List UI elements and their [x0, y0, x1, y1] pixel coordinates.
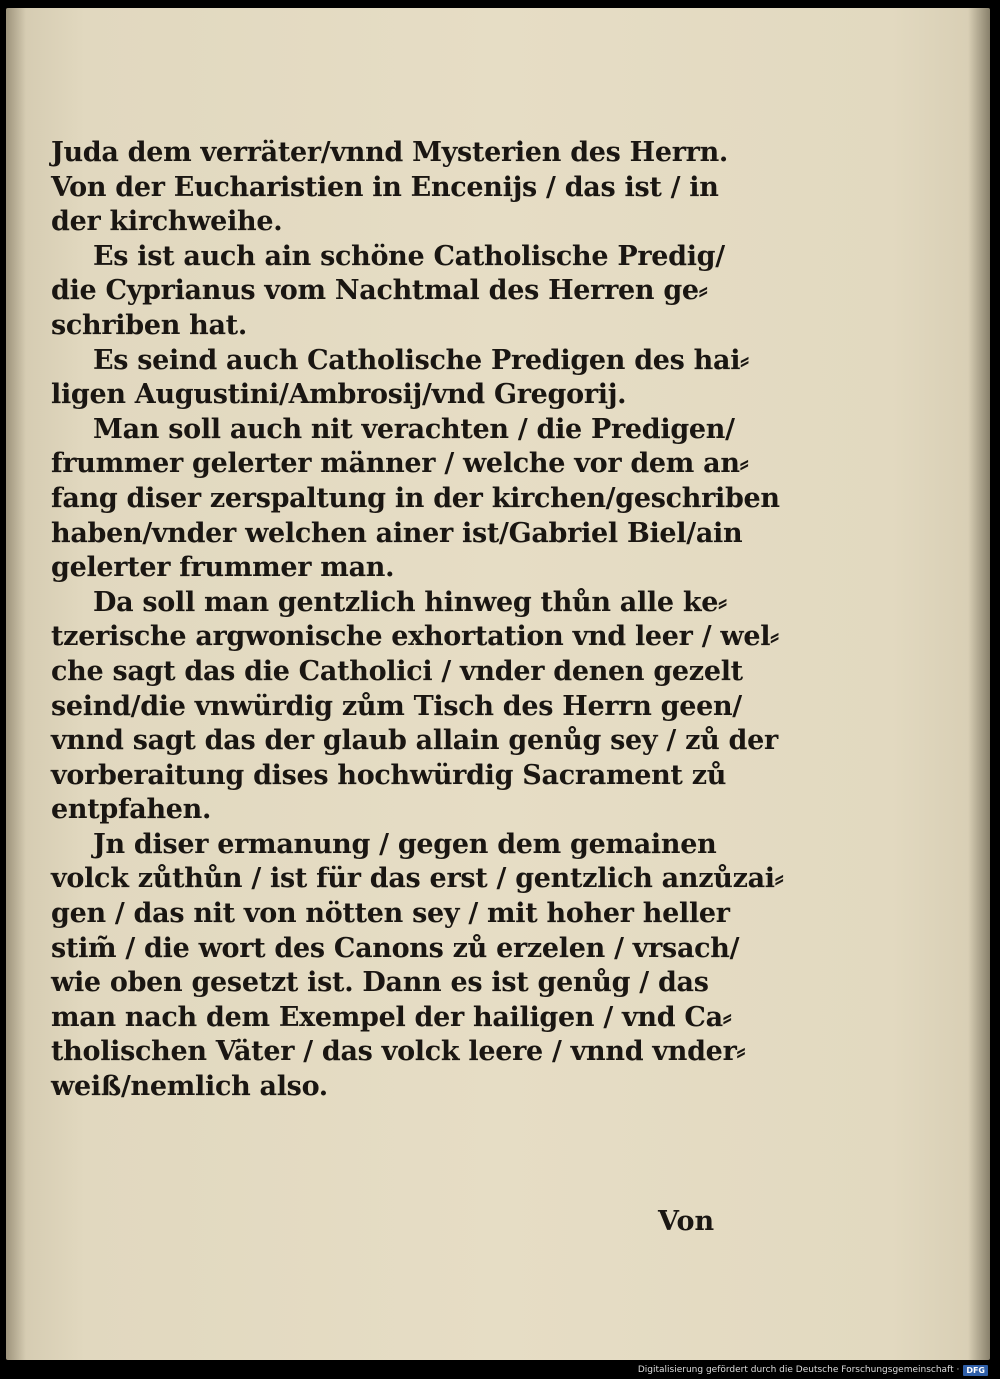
text-line: entpfahen. — [51, 794, 212, 826]
text-line: gelerter frummer man. — [51, 552, 395, 584]
text-line: vorberaitung dises hochwürdig Sacrament zů — [51, 759, 727, 791]
text-line: vnnd sagt das der glaub allain genůg sey / zů der — [51, 725, 778, 757]
text-line: che sagt das die Catholici / vnder denen gezelt — [51, 655, 743, 687]
text-line: seind/die vnwürdig zům Tisch des Herrn geen/ — [51, 690, 742, 722]
text-line: haben/vnder welchen ainer ist/Gabriel Biel/ain — [51, 517, 743, 549]
text-line: wie oben gesetzt ist. Dann es ist genůg / das — [51, 967, 709, 999]
text-line: man nach dem Exempel der hailigen / vnd Ca⸗ — [51, 1001, 732, 1033]
text-line: Da soll man gentzlich hinweg thůn alle ke⸗ — [93, 586, 727, 618]
text-line: weiß/nemlich also. — [51, 1071, 328, 1103]
digitization-footer — [638, 1363, 988, 1377]
text-line: der kirchweihe. — [51, 206, 283, 238]
funding-credit: Digitalisierung gefördert durch die Deutsche Forschungsgemeinschaft · — [637, 1365, 960, 1375]
text-line: Man soll auch nit verachten / die Predigen/ — [93, 413, 735, 445]
text-line: Von der Eucharistien in Encenijs / das ist / in — [51, 171, 719, 203]
text-line: stim̃ / die wort des Canons zů erzelen / vrsach/ — [51, 932, 740, 964]
book-page — [6, 8, 990, 1360]
text-line: gen / das nit von nötten sey / mit hoher heller — [51, 898, 730, 930]
text-line: tholischen Väter / das volck leere / vnnd vnder⸗ — [51, 1036, 746, 1068]
text-line: frummer gelerter männer / welche vor dem an⸗ — [51, 448, 749, 480]
text-line: fang diser zerspaltung in der kirchen/geschriben — [51, 482, 780, 514]
text-line: Jn diser ermanung / gegen dem gemainen — [93, 828, 717, 860]
dfg-logo-icon: DFG — [963, 1365, 988, 1376]
text-line: Es seind auch Catholische Predigen des hai⸗ — [93, 344, 749, 376]
catchword: Von — [658, 1206, 715, 1237]
text-line: ligen Augustini/Ambrosij/vnd Gregorij. — [51, 379, 627, 411]
text-line: die Cyprianus vom Nachtmal des Herren ge⸗ — [51, 275, 708, 307]
text-block — [51, 136, 784, 1105]
text-line: Es ist auch ain schöne Catholische Predig/ — [93, 240, 725, 272]
text-line: volck zůthůn / ist für das erst / gentzlich anzůzai⸗ — [51, 863, 784, 895]
text-line: Juda dem verräter/vnnd Mysterien des Herrn. — [51, 137, 729, 168]
text-line: schriben hat. — [51, 309, 247, 341]
text-line: tzerische argwonische exhortation vnd leer / wel⸗ — [51, 621, 779, 653]
